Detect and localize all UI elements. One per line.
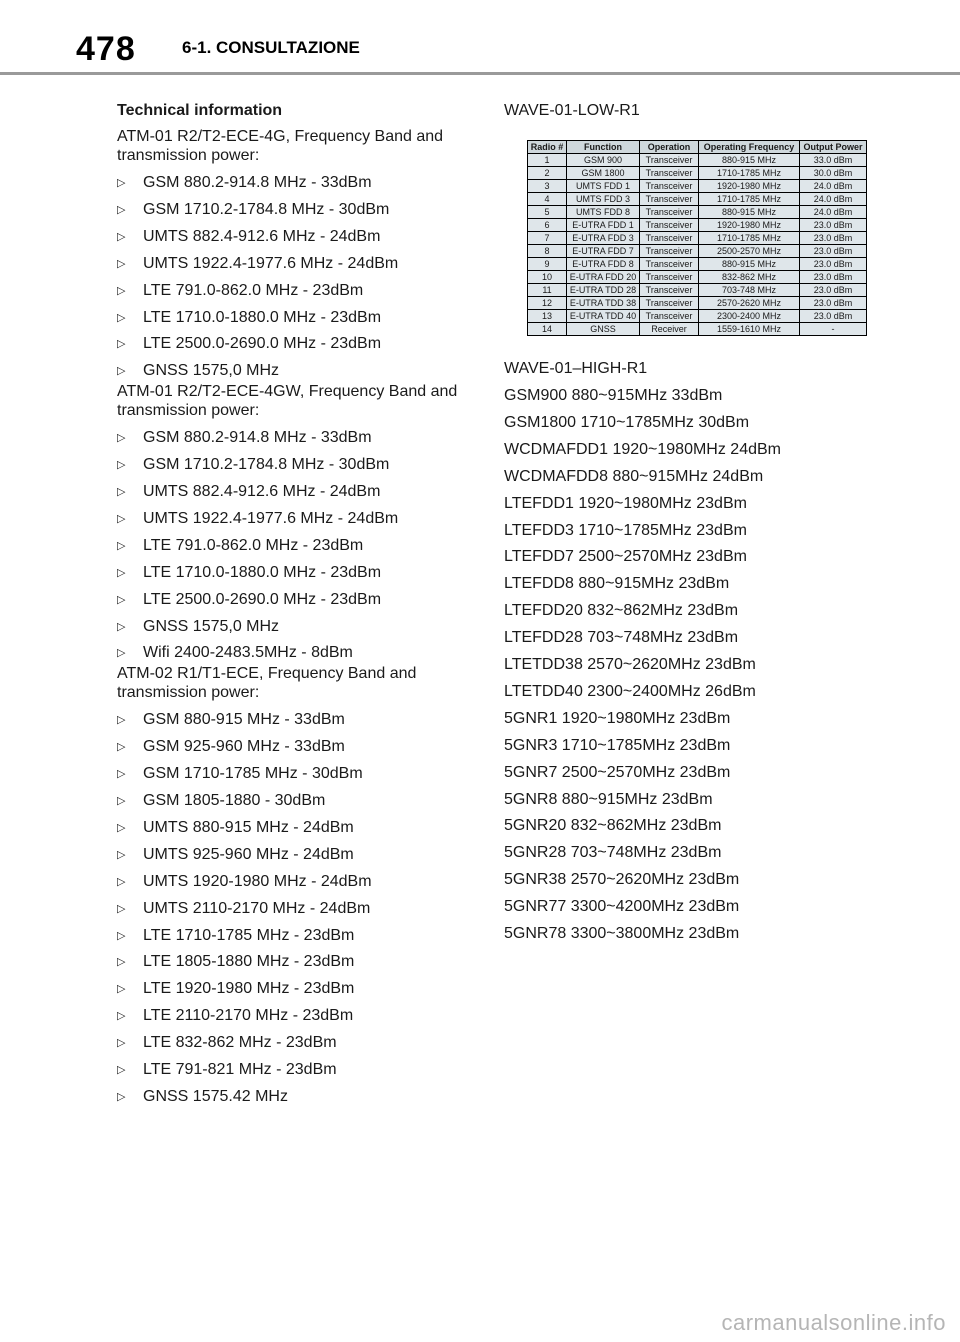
bullet-triangle-icon: ▷ (117, 1090, 126, 1103)
list-item (117, 173, 372, 193)
bullet-text: GSM 1710.2-1784.8 MHz - 30dBm (143, 200, 390, 218)
bullet-triangle-icon: ▷ (117, 539, 126, 552)
table-cell: GSM 900 (567, 154, 640, 167)
bullet-text: UMTS 2110-2170 MHz - 24dBm (143, 899, 371, 917)
table-cell: 24.0 dBm (800, 180, 867, 193)
table-header-cell: Operation (640, 141, 699, 154)
table-cell: 30.0 dBm (800, 167, 867, 180)
table-cell: E-UTRA FDD 8 (567, 258, 640, 271)
spec-line: 5GNR38 2570~2620MHz 23dBm (504, 871, 740, 889)
list-item (117, 200, 389, 220)
bullet-text: LTE 1920-1980 MHz - 23dBm (143, 980, 355, 998)
bullet-triangle-icon: ▷ (117, 647, 126, 660)
list-item (117, 1033, 337, 1053)
table-cell: Transceiver (640, 284, 699, 297)
list-item (117, 1087, 288, 1107)
spec-line: 5GNR8 880~915MHz 23dBm (504, 790, 713, 808)
list-item (117, 952, 354, 972)
table-cell: 1 (528, 154, 567, 167)
list-item (117, 710, 345, 730)
table-row (528, 258, 867, 271)
list-item (117, 643, 353, 663)
spec-line: LTEFDD7 2500~2570MHz 23dBm (504, 548, 747, 566)
section-title: 6-1. CONSULTAZIONE (182, 38, 360, 57)
table-cell: 23.0 dBm (800, 271, 867, 284)
table-cell: 13 (528, 310, 567, 323)
bullet-triangle-icon: ▷ (117, 459, 126, 472)
table-cell: Transceiver (640, 219, 699, 232)
group-intro: transmission power: (117, 402, 260, 420)
table-row (528, 310, 867, 323)
bullet-text: LTE 1805-1880 MHz - 23dBm (143, 953, 355, 971)
bullet-text: LTE 2500.0-2690.0 MHz - 23dBm (143, 335, 382, 353)
bullet-text: LTE 832-862 MHz - 23dBm (143, 1034, 337, 1052)
table-cell: 2 (528, 167, 567, 180)
watermark: carmanualsonline.info (721, 1310, 946, 1335)
table-row (528, 245, 867, 258)
bullet-triangle-icon: ▷ (117, 902, 126, 915)
bullet-text: GSM 1710.2-1784.8 MHz - 30dBm (143, 456, 390, 474)
table-cell: E-UTRA FDD 1 (567, 219, 640, 232)
table-row (528, 323, 867, 336)
table-row (528, 206, 867, 219)
table-cell: Transceiver (640, 193, 699, 206)
bullet-text: GSM 1805-1880 - 30dBm (143, 792, 326, 809)
group-intro: transmission power: (117, 684, 260, 702)
wave-high-title: WAVE-01–HIGH-R1 (504, 360, 648, 377)
list-item (117, 482, 380, 502)
table-header-cell: Operating Frequency (699, 141, 800, 154)
table-cell: GSM 1800 (567, 167, 640, 180)
spec-line: 5GNR7 2500~2570MHz 23dBm (504, 763, 731, 781)
table-cell: Receiver (640, 323, 699, 336)
table-row (528, 193, 867, 206)
bullet-triangle-icon: ▷ (117, 1037, 126, 1050)
page-number: 478 (76, 30, 136, 68)
table-cell: UMTS FDD 1 (567, 180, 640, 193)
table-cell: 2570-2620 MHz (699, 297, 800, 310)
table-row (528, 271, 867, 284)
table-cell: 1920-1980 MHz (699, 219, 800, 232)
bullet-triangle-icon: ▷ (117, 203, 126, 216)
group-intro: ATM-01 R2/T2-ECE-4GW, Frequency Band and (117, 383, 458, 401)
table-cell: E-UTRA TDD 38 (567, 297, 640, 310)
group-intro: transmission power: (117, 147, 260, 164)
spec-line: GSM1800 1710~1785MHz 30dBm (504, 413, 750, 431)
bullet-text: GNSS 1575,0 MHz (143, 362, 280, 380)
spec-line: 5GNR3 1710~1785MHz 23dBm (504, 736, 731, 754)
spec-line: 5GNR78 3300~3800MHz 23dBm (504, 925, 740, 942)
list-item (117, 308, 381, 328)
bullet-text: GSM 880-915 MHz - 33dBm (143, 711, 345, 729)
table-cell: 880-915 MHz (699, 154, 800, 167)
bullet-triangle-icon: ▷ (117, 1010, 126, 1023)
spec-line: WCDMAFDD1 1920~1980MHz 24dBm (504, 440, 781, 458)
table-cell: 9 (528, 258, 567, 271)
bullet-triangle-icon: ▷ (117, 230, 126, 243)
table-cell: 5 (528, 206, 567, 219)
table-row (528, 284, 867, 297)
table-cell: Transceiver (640, 245, 699, 258)
table-cell: E-UTRA FDD 20 (567, 271, 640, 284)
table-cell: 11 (528, 284, 567, 297)
table-cell: 23.0 dBm (800, 219, 867, 232)
list-item (117, 536, 363, 556)
table-cell: - (800, 323, 867, 336)
bullet-text: GSM 880.2-914.8 MHz - 33dBm (143, 174, 372, 191)
bullet-triangle-icon: ▷ (117, 741, 126, 754)
list-item (117, 617, 279, 637)
bullet-text: GNSS 1575,0 MHz (143, 617, 280, 635)
table-row (528, 219, 867, 232)
bullet-triangle-icon: ▷ (117, 566, 126, 579)
bullet-triangle-icon: ▷ (117, 593, 126, 606)
bullet-text: GNSS 1575.42 MHz (143, 1087, 288, 1105)
table-cell: 23.0 dBm (800, 245, 867, 258)
table-header-cell: Function (567, 141, 640, 154)
bullet-text: UMTS 925-960 MHz - 24dBm (143, 845, 354, 863)
bullet-triangle-icon: ▷ (117, 512, 126, 525)
spec-line: 5GNR20 832~862MHz 23dBm (504, 817, 722, 835)
bullet-text: LTE 2500.0-2690.0 MHz - 23dBm (143, 590, 382, 608)
bullet-triangle-icon: ▷ (117, 768, 126, 781)
bullet-text: UMTS 1922.4-1977.6 MHz - 24dBm (143, 254, 399, 272)
table-cell: 703-748 MHz (699, 284, 800, 297)
wave-low-table (527, 140, 867, 336)
table-cell: 23.0 dBm (800, 284, 867, 297)
bullet-text: UMTS 882.4-912.6 MHz - 24dBm (143, 227, 381, 245)
table-cell: UMTS FDD 8 (567, 206, 640, 219)
page-header (0, 0, 960, 74)
table-row (528, 232, 867, 245)
bullet-text: LTE 1710.0-1880.0 MHz - 23dBm (143, 563, 382, 581)
spec-line: LTEFDD3 1710~1785MHz 23dBm (504, 521, 747, 539)
spec-line: GSM900 880~915MHz 33dBm (504, 387, 723, 404)
table-header-cell: Radio # (528, 141, 567, 154)
table-cell: Transceiver (640, 310, 699, 323)
bullet-text: LTE 791.0-862.0 MHz - 23dBm (143, 281, 364, 299)
table-cell: 1710-1785 MHz (699, 193, 800, 206)
table-cell: 4 (528, 193, 567, 206)
table-cell: 33.0 dBm (800, 154, 867, 167)
table-cell: 832-862 MHz (699, 271, 800, 284)
bullet-triangle-icon: ▷ (117, 620, 126, 633)
table-cell: 23.0 dBm (800, 232, 867, 245)
bullet-triangle-icon: ▷ (117, 284, 126, 297)
bullet-text: GSM 1710-1785 MHz - 30dBm (143, 765, 363, 783)
list-item (117, 818, 354, 838)
table-cell: Transceiver (640, 232, 699, 245)
section-heading: Technical information (117, 102, 283, 119)
table-cell: UMTS FDD 3 (567, 193, 640, 206)
bullet-triangle-icon: ▷ (117, 432, 126, 445)
spec-line: LTEFDD8 880~915MHz 23dBm (504, 575, 730, 593)
bullet-text: GSM 925-960 MHz - 33dBm (143, 738, 345, 756)
wave-low-title: WAVE-01-LOW-R1 (504, 102, 640, 119)
table-cell: E-UTRA TDD 40 (567, 310, 640, 323)
bullet-text: UMTS 880-915 MHz - 24dBm (143, 818, 354, 836)
table-cell: 14 (528, 323, 567, 336)
spec-line: LTEFDD1 1920~1980MHz 23dBm (504, 494, 747, 512)
list-item (117, 590, 381, 610)
spec-line: LTETDD38 2570~2620MHz 23dBm (504, 656, 756, 673)
table-cell: 880-915 MHz (699, 258, 800, 271)
group-intro: ATM-01 R2/T2-ECE-4G, Frequency Band and (117, 128, 444, 145)
bullet-text: UMTS 1920-1980 MHz - 24dBm (143, 872, 372, 890)
bullet-text: UMTS 882.4-912.6 MHz - 24dBm (143, 483, 381, 500)
table-cell: 10 (528, 271, 567, 284)
bullet-triangle-icon: ▷ (117, 486, 126, 498)
bullet-triangle-icon: ▷ (117, 848, 126, 861)
bullet-triangle-icon: ▷ (117, 875, 126, 888)
header-rule (0, 72, 960, 75)
bullet-triangle-icon: ▷ (117, 929, 126, 942)
table-cell: 1710-1785 MHz (699, 167, 800, 180)
bullet-text: LTE 1710.0-1880.0 MHz - 23dBm (143, 308, 382, 326)
bullet-triangle-icon: ▷ (117, 714, 126, 727)
table-cell: 3 (528, 180, 567, 193)
bullet-triangle-icon: ▷ (117, 1064, 126, 1076)
spec-line: 5GNR28 703~748MHz 23dBm (504, 844, 722, 862)
bullet-text: UMTS 1922.4-1977.6 MHz - 24dBm (143, 509, 399, 527)
table-header-row (528, 141, 867, 154)
list-item (117, 872, 372, 892)
table-cell: 7 (528, 232, 567, 245)
list-item (117, 428, 372, 448)
bullet-triangle-icon: ▷ (117, 177, 126, 189)
table-cell: 24.0 dBm (800, 206, 867, 219)
table-cell: 12 (528, 297, 567, 310)
spec-line: LTEFDD28 703~748MHz 23dBm (504, 629, 739, 647)
list-item (117, 791, 325, 811)
spec-line: LTEFDD20 832~862MHz 23dBm (504, 602, 739, 620)
bullet-text: Wifi 2400-2483.5MHz - 8dBm (143, 644, 353, 662)
list-item (117, 1060, 337, 1080)
table-cell: Transceiver (640, 180, 699, 193)
table-cell: 23.0 dBm (800, 310, 867, 323)
table-cell: 24.0 dBm (800, 193, 867, 206)
list-item (117, 509, 398, 529)
list-item (117, 845, 354, 865)
group-intro: ATM-02 R1/T1-ECE, Frequency Band and (117, 665, 417, 683)
bullet-triangle-icon: ▷ (117, 311, 126, 324)
bullet-triangle-icon: ▷ (117, 983, 126, 996)
table-cell: E-UTRA FDD 7 (567, 245, 640, 258)
list-item (117, 563, 381, 583)
list-item (117, 1006, 353, 1026)
table-cell: 1710-1785 MHz (699, 232, 800, 245)
list-item (117, 899, 370, 919)
table-cell: Transceiver (640, 258, 699, 271)
table-cell: 1920-1980 MHz (699, 180, 800, 193)
list-item (117, 361, 279, 381)
table-cell: Transceiver (640, 271, 699, 284)
table-cell: Transceiver (640, 297, 699, 310)
table-cell: 6 (528, 219, 567, 232)
bullet-triangle-icon: ▷ (117, 338, 126, 351)
spec-line: 5GNR1 1920~1980MHz 23dBm (504, 709, 731, 727)
spec-line: LTETDD40 2300~2400MHz 26dBm (504, 682, 756, 700)
list-item (117, 764, 363, 784)
bullet-triangle-icon: ▷ (117, 795, 126, 807)
table-cell: 880-915 MHz (699, 206, 800, 219)
list-item (117, 334, 381, 354)
bullet-text: LTE 1710-1785 MHz - 23dBm (143, 926, 355, 944)
table-cell: 1559-1610 MHz (699, 323, 800, 336)
bullet-triangle-icon: ▷ (117, 257, 126, 270)
bullet-triangle-icon: ▷ (117, 365, 126, 378)
table-cell: Transceiver (640, 154, 699, 167)
spec-line: WCDMAFDD8 880~915MHz 24dBm (504, 467, 764, 485)
spec-line: 5GNR77 3300~4200MHz 23dBm (504, 898, 740, 916)
table-cell: E-UTRA TDD 28 (567, 284, 640, 297)
list-item (117, 737, 345, 757)
bullet-triangle-icon: ▷ (117, 821, 126, 834)
table-cell: 2300-2400 MHz (699, 310, 800, 323)
table-cell: 23.0 dBm (800, 258, 867, 271)
bullet-triangle-icon: ▷ (117, 956, 126, 969)
table-row (528, 167, 867, 180)
list-item (117, 254, 398, 274)
bullet-text: LTE 2110-2170 MHz - 23dBm (143, 1007, 354, 1025)
bullet-text: LTE 791-821 MHz - 23dBm (143, 1061, 337, 1078)
list-item (117, 979, 354, 999)
bullet-text: LTE 791.0-862.0 MHz - 23dBm (143, 536, 364, 554)
list-item (117, 227, 380, 247)
list-item (117, 455, 389, 475)
table-cell: GNSS (567, 323, 640, 336)
table-cell: 2500-2570 MHz (699, 245, 800, 258)
table-cell: Transceiver (640, 206, 699, 219)
table-row (528, 180, 867, 193)
table-cell: Transceiver (640, 167, 699, 180)
table-cell: E-UTRA FDD 3 (567, 232, 640, 245)
table-row (528, 297, 867, 310)
table-header-cell: Output Power (800, 141, 867, 154)
table-cell: 8 (528, 245, 567, 258)
table-row (528, 154, 867, 167)
bullet-text: GSM 880.2-914.8 MHz - 33dBm (143, 429, 372, 447)
list-item (117, 281, 363, 301)
table-cell: 23.0 dBm (800, 297, 867, 310)
list-item (117, 926, 354, 946)
